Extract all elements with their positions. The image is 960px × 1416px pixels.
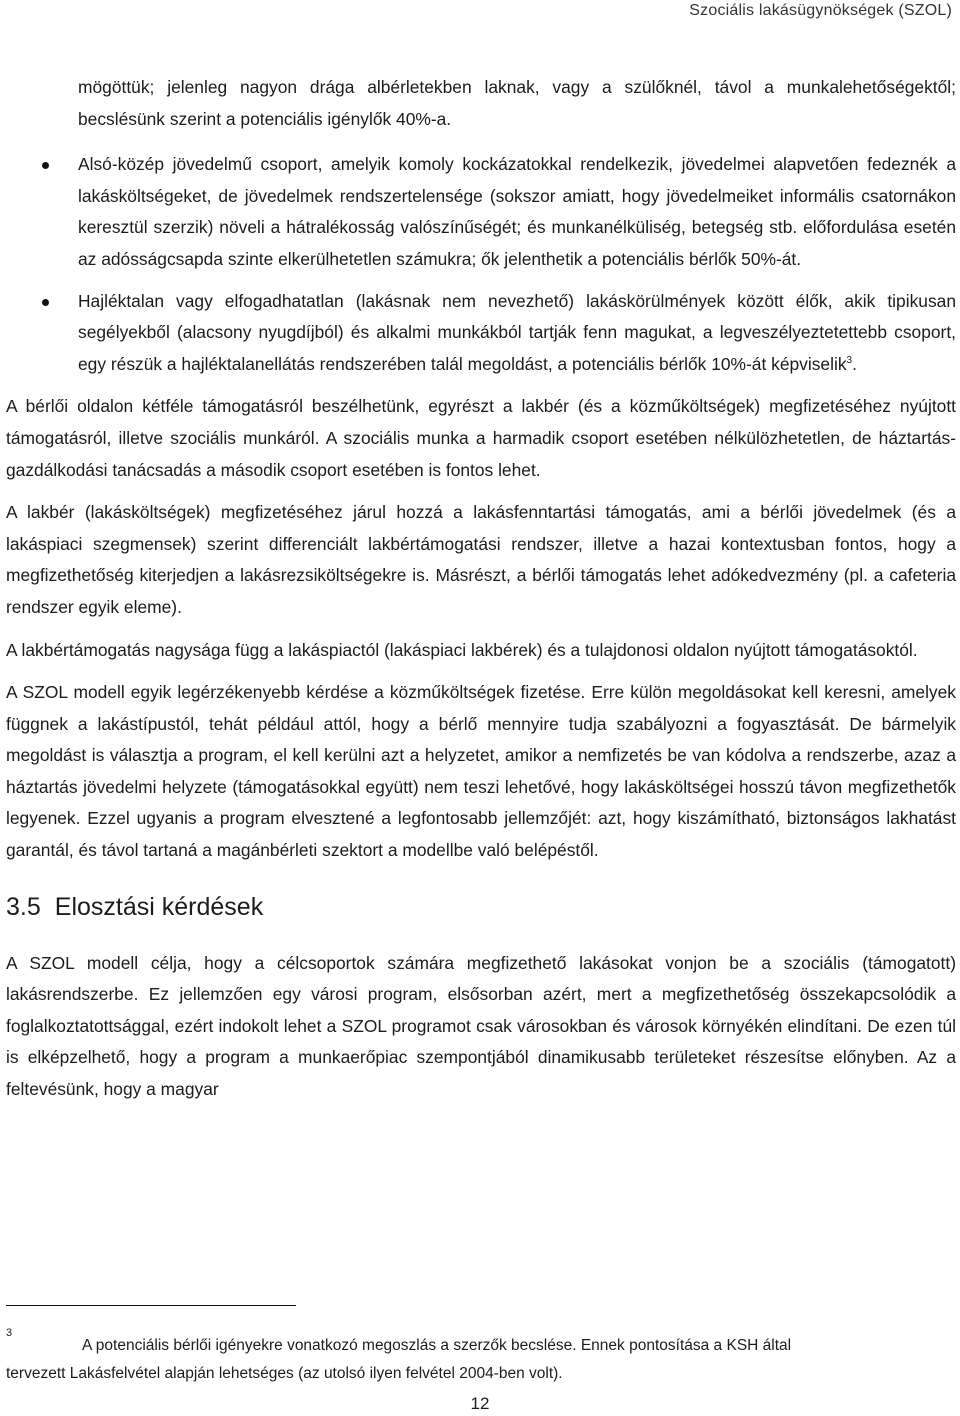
bullet-icon <box>42 299 49 306</box>
page-body <box>6 72 956 1106</box>
body-paragraph: A bérlői oldalon kétféle támogatásról beszélhetünk, egyrészt a lakbér (és a közműköltségek) megfizetéséhez nyújtott támogatásról, illetve szociális munkáról. A szociális munka a harmadik csoport esetében nélkülözhetetlen, de háztartás-gazdálkodási tanácsadás a második csoport esetében is fontos lehet. <box>6 396 956 480</box>
footnote-reference[interactable]: 3 <box>846 354 853 366</box>
body-paragraph: A SZOL modell célja, hogy a célcsoportok számára megfizethető lakásokat vonjon be a szociális (támogatott) lakásrendszerbe. Ez jellemzően egy városi program, elsősorban azért, mert a megfizethetőség összekapcsolódik a foglalkoztatottsággal, ezért indokolt lehet a SZOL programot csak városokban és városok környékén elindítani. De ezen túl is elképzelhető, hogy a program a munkaerőpiac szempontjából dinamikusabb területeket részesítse előnyben. Az a feltevésünk, hogy a magyar <box>6 952 956 1100</box>
bullet-icon <box>42 162 49 169</box>
section-number: 3.5 <box>6 892 41 921</box>
footnote-text: tervezett Lakásfelvétel alapján lehetséges (az utolsó ilyen felvétel 2004-ben volt). <box>6 1365 563 1382</box>
bullet-text: Hajléktalan vagy elfogadhatatlan (lakásnak nem nevezhető) lakáskörülmények között élők, akik tipikusan segélyekből (alacsony nyugdíjból) és alkalmi munkákból tartják fenn magukat, a legveszélyeztetettebb csoport, egy részük a hajléktalanellátás rendszerében talál megoldást, a potenciális bérlők 10%-át képviselik$^3$. <box>78 290 956 374</box>
list-item <box>6 149 956 275</box>
body-paragraph: A lakbértámogatás nagysága függ a lakáspiactól (lakáspiaci lakbérek) és a tulajdonosi oldalon nyújtott támogatásoktól. <box>6 639 918 660</box>
section-title: Elosztási kérdések <box>54 892 264 921</box>
footnote <box>6 1326 956 1388</box>
target-group-list <box>6 149 956 380</box>
running-header: Szociális lakásügynökségek (SZOL) <box>689 2 952 19</box>
body-paragraph: A SZOL modell egyik legérzékenyebb kérdése a közműköltségek fizetése. Erre külön megoldásokat kell keresni, amelyek függnek a lakástípustól, tehát például attól, hogy a bérlő mennyire tudja szabályozni a fogyasztását. De bármelyik megoldást is választja a program, el kell kerülni azt a helyzetet, amikor a nemfizetés be van kódolva a rendszerbe, azaz a háztartás jövedelmi helyzete (támogatásokkal együtt) nem teszi lehetővé, hogy lakásköltségei hosszú távon megfizethetők legyenek. Ezzel ugyanis a program elvesztené a legfontosabb jellemzőjét: azt, hogy kiszámítható, biztonságos lakhatást garantál, és távol tartaná a magánbérleti szektort a modellbe való belépéstől. <box>6 682 956 861</box>
page-number: 12 <box>470 1394 490 1413</box>
footnote-divider <box>6 1305 296 1306</box>
footnote-text: A potenciális bérlői igényekre vonatkozó megoszlás a szerzők becslése. Ennek pontosítása a KSH által <box>82 1337 792 1354</box>
bullet-text: Alsó-közép jövedelmű csoport, amelyik komoly kockázatokkal rendelkezik, jövedelmei alapvetően fedeznék a lakásköltségeket, de jövedelmek rendszertelensége (sokszor amiatt, hogy jövedelmeiket informális csatornákon keresztül szerzik) növeli a hátralékosság valószínűségét; és munkanélküliség, betegség stb. előfordulása esetén az adósságcsapda szinte elkerülhetetlen számukra; ők jelenthetik a potenciális bérlők 50%-át. <box>78 154 956 269</box>
section-heading <box>6 893 956 922</box>
body-paragraph: A lakbér (lakásköltségek) megfizetéséhez járul hozzá a lakásfenntartási támogatás, ami a bérlői jövedelmek (és a lakáspiaci szegmensek) szerint differenciált lakbértámogatási rendszer, illetve a hazai kontextusban fontos, hogy a megfizethetőség kiterjedjen a lakásrezsiköltségekre is. Másrészt, a bérlői támogatás lehet adókedvezmény (pl. a cafeteria rendszer egyik eleme). <box>6 502 956 617</box>
lead-paragraph: mögöttük; jelenleg nagyon drága albérletekben laknak, vagy a szülőknél, távol a munkalehetőségektől; becslésünk szerint a potenciális igénylők 40%-a. <box>78 77 956 129</box>
footnote-mark: 3 <box>6 1327 13 1339</box>
list-item <box>6 286 956 381</box>
